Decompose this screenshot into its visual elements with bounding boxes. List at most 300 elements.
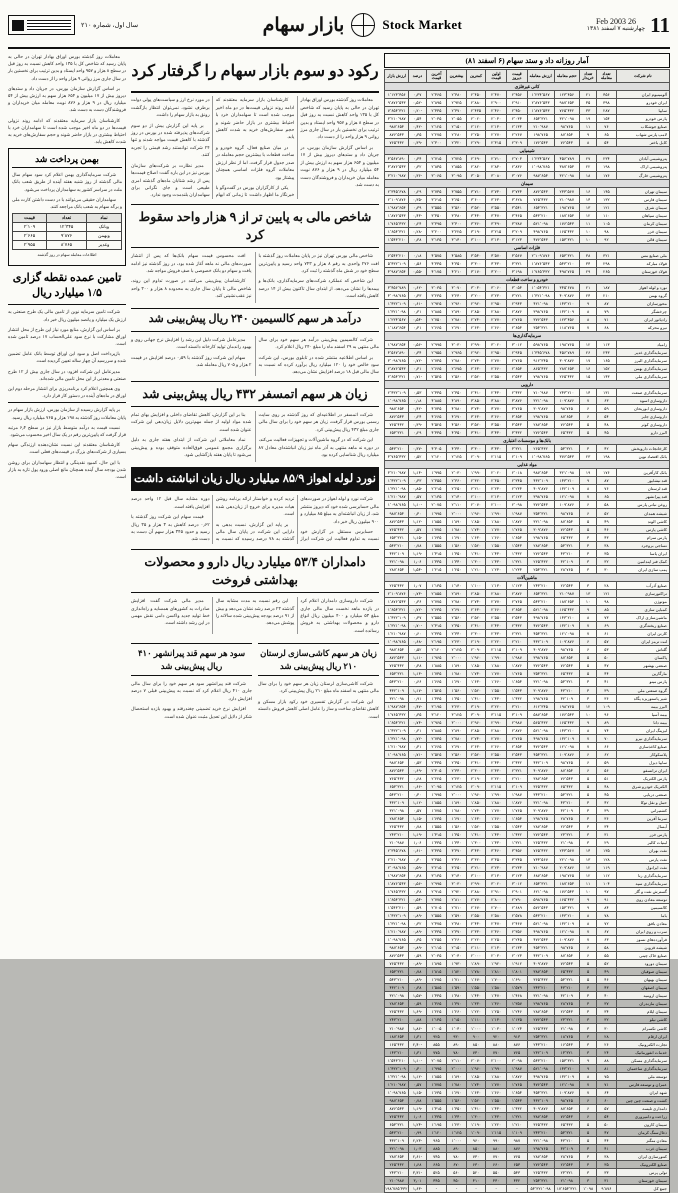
table-row[interactable] xyxy=(385,775,670,783)
cell-value: ۲۷۶٬۵۴۳ xyxy=(527,1161,554,1169)
cell-change: -۰٫۳۶ xyxy=(409,171,426,179)
cell-open: ۳٬۶۳۰ xyxy=(486,195,507,203)
cell-volume: ۲۸٬۷۶۵ xyxy=(554,815,580,823)
cell-open: ۵۵۰ xyxy=(486,1169,507,1177)
cell-open: ۱٬۷۷۰ xyxy=(486,807,507,815)
table-row[interactable] xyxy=(385,919,670,927)
table-row[interactable] xyxy=(385,750,670,758)
table-group-row xyxy=(385,276,670,284)
table-row[interactable] xyxy=(385,871,670,879)
cell-last: ۱٬۵۸۵ xyxy=(426,984,447,992)
cell-prev: ۱٬۸۷۶ xyxy=(507,1072,528,1080)
cell-buyers: ۱۶ xyxy=(580,187,597,195)
cell-change: -۰٫۸۹ xyxy=(409,976,426,984)
table-row[interactable] xyxy=(385,1137,670,1145)
table-row[interactable] xyxy=(385,139,670,147)
cell-open: ۳٬۱۳۰ xyxy=(486,871,507,879)
cell-volume: ۲۸۷٬۶۵۴ xyxy=(554,364,580,372)
cell-volume: ۲۸٬۷۶۵ xyxy=(554,1000,580,1008)
table-row[interactable] xyxy=(385,541,670,549)
table-row[interactable] xyxy=(385,1088,670,1096)
table-row[interactable] xyxy=(385,622,670,630)
cell-volume: ۷۶٬۵۴۳ xyxy=(554,960,580,968)
table-row[interactable] xyxy=(385,211,670,219)
cell-high: ۲٬۰۰۰ xyxy=(447,654,467,662)
table-row[interactable] xyxy=(385,831,670,839)
table-row[interactable] xyxy=(385,99,670,107)
table-row[interactable] xyxy=(385,316,670,324)
table-row[interactable] xyxy=(385,1113,670,1121)
cell-volume: ۱۷۶٬۵۴۳ xyxy=(554,710,580,718)
table-row[interactable] xyxy=(385,654,670,662)
cell-market-cap: ۲۸۷٬۶۵۴ xyxy=(385,815,409,823)
table-row[interactable] xyxy=(385,235,670,243)
cell-high: ۲٬۹۶۰ xyxy=(447,300,467,308)
table-row[interactable] xyxy=(385,292,670,300)
cell-last: ۱٬۱۲۰ xyxy=(426,1129,447,1137)
table-row[interactable] xyxy=(385,1048,670,1056)
cell-change: ۰٫۳۲ xyxy=(409,163,426,171)
table-row[interactable] xyxy=(385,783,670,791)
cell-high: ۳٬۲۲۵ xyxy=(447,227,467,235)
cell-trades: ۳۹ xyxy=(597,686,617,694)
table-row[interactable] xyxy=(385,171,670,179)
cell-market-cap: ۲۶۵٬۴۳۲ xyxy=(385,581,409,589)
cell-trades: ۶۳ xyxy=(597,396,617,404)
table-row[interactable] xyxy=(385,992,670,1000)
table-row[interactable] xyxy=(385,960,670,968)
table-row[interactable] xyxy=(385,1145,670,1153)
cell-change: -۰٫۶۹ xyxy=(409,766,426,774)
table-row[interactable] xyxy=(385,686,670,694)
cell-open: ۱٬۲۴۰ xyxy=(486,565,507,573)
table-row[interactable] xyxy=(385,1056,670,1064)
table-row[interactable] xyxy=(385,412,670,420)
cell-low: ۴٬۵۲۰ xyxy=(466,420,486,428)
cell-change: -۰٫۶۸ xyxy=(409,638,426,646)
table-row[interactable] xyxy=(385,123,670,131)
table-row[interactable] xyxy=(385,517,670,525)
cell-low: ۲٬۷۴۰ xyxy=(466,356,486,364)
table-row[interactable] xyxy=(385,372,670,380)
cell-trades: ۶۸ xyxy=(597,324,617,332)
cell-prev: ۱٬۶۵۴ xyxy=(507,678,528,686)
cell-high: ۳٬۲۴۰ xyxy=(447,292,467,300)
table-row[interactable] xyxy=(385,91,670,99)
cell-market-cap: ۱٬۷۶۵٬۴۳۲ xyxy=(385,887,409,895)
cell-prev: ۴۳۲ xyxy=(507,1177,528,1185)
cell-high: ۲٬۲۵۰ xyxy=(447,485,467,493)
cell-value: ۵۲۱٬۰۹۸ xyxy=(527,219,554,227)
cell-trades: ۴۵۶ xyxy=(597,91,617,99)
table-row[interactable] xyxy=(385,1185,670,1193)
table-row[interactable] xyxy=(385,1177,670,1185)
cell-prev: ۱٬۸۷۶ xyxy=(507,799,528,807)
table-row[interactable] xyxy=(385,606,670,614)
cell-open: ۲٬۴۴۰ xyxy=(486,758,507,766)
cell-name: سیمان کرمان xyxy=(616,219,669,227)
table-row[interactable] xyxy=(385,364,670,372)
cell-open: ۳٬۱۱۵ xyxy=(486,710,507,718)
table-row[interactable] xyxy=(385,839,670,847)
cell-name: بانک اقتصاد نوین xyxy=(616,453,669,461)
cell-low: ۳٬۰۳۰ xyxy=(466,284,486,292)
cell-open: ۲٬۸۸۰ xyxy=(486,589,507,597)
table-row[interactable] xyxy=(385,598,670,606)
table-row[interactable] xyxy=(385,1096,670,1104)
cell-volume: ۲۱۰٬۹۸۷ xyxy=(554,589,580,597)
table-row[interactable] xyxy=(385,396,670,404)
table-row[interactable] xyxy=(385,260,670,268)
table-row[interactable] xyxy=(385,1161,670,1169)
table-row[interactable] xyxy=(385,1129,670,1137)
cell-last: ۱٬۹۶۵ xyxy=(426,654,447,662)
cell-market-cap: ۲٬۱۰۹٬۸۷۶ xyxy=(385,589,409,597)
cell-last: ۱٬۴۴۵ xyxy=(426,694,447,702)
cell-value: ۲۷۶٬۵۴۳ xyxy=(527,549,554,557)
cell-prev: ۱٬۹۱۲ xyxy=(507,960,528,968)
table-row[interactable] xyxy=(385,581,670,589)
cell-value: ۵۲۱٬۰۹۸ xyxy=(527,919,554,927)
table-row[interactable] xyxy=(385,1104,670,1112)
table-row[interactable] xyxy=(385,549,670,557)
cell-buyers: ۷ xyxy=(580,1080,597,1088)
cell-last: ۲٬۹۲۵ xyxy=(426,300,447,308)
cell-last: ۲٬۳۳۵ xyxy=(426,630,447,638)
lead-paragraph: معاملات روز گذشته بورس اوراق بهادار تهران در حالی به پایان رسید که شاخص کل با ۱۳۵ واحد کاهش نسبت به روز قبل در سطح ۸ هزار و ۹۵۷ واحد ایستاد و بدین ترتیب برای نخستین بار در سال جاری مرز روانی ۹ هزار واحد را از دست داد. xyxy=(300,97,379,140)
table-row[interactable] xyxy=(385,589,670,597)
cell-low: ۲٬۶۹۰ xyxy=(466,155,486,163)
table-row[interactable] xyxy=(385,340,670,348)
table-row[interactable] xyxy=(385,895,670,903)
table-row[interactable] xyxy=(385,227,670,235)
cell-high: ۱٬۵۶۰ xyxy=(447,1096,467,1104)
cell-low: ۲٬۶۳۰ xyxy=(466,606,486,614)
table-row[interactable] xyxy=(385,565,670,573)
table-row[interactable] xyxy=(385,195,670,203)
cell-high: ۱٬۸۹۰ xyxy=(447,799,467,807)
table-row[interactable] xyxy=(385,1032,670,1040)
table-row[interactable] xyxy=(385,935,670,943)
table-row[interactable] xyxy=(385,533,670,541)
second-headline: شاخص مالی به پایین تر از ۹ هزار واحد سقوط کرد xyxy=(131,204,379,248)
cell-open: ۴٬۶۶۰ xyxy=(486,412,507,420)
table-row[interactable] xyxy=(385,155,670,163)
cell-prev: ۳٬۴۵۶ xyxy=(507,847,528,855)
cell-market-cap: ۱٬۳۲۱٬۰۹۸ xyxy=(385,734,409,742)
cell-open: ۲٬۳۱۵ xyxy=(486,139,507,147)
table-row[interactable] xyxy=(385,268,670,276)
table-row[interactable] xyxy=(385,887,670,895)
table-row[interactable] xyxy=(385,115,670,123)
cell-last: ۲٬۷۴۵ xyxy=(426,734,447,742)
table-row[interactable] xyxy=(385,694,670,702)
table-row[interactable] xyxy=(385,348,670,356)
table-row[interactable] xyxy=(385,501,670,509)
cell-open: ۲٬۳۳۰ xyxy=(486,766,507,774)
cell-high: ۳٬۱۴۰ xyxy=(447,235,467,243)
cell-buyers: ۶ xyxy=(580,750,597,758)
cell-market-cap: ۱٬۰۹۸٬۷۶۵ xyxy=(385,501,409,509)
table-row[interactable] xyxy=(385,976,670,984)
cell-market-cap: ۱٬۱۲۳٬۴۵۶ xyxy=(385,91,409,99)
table-row[interactable] xyxy=(385,1121,670,1129)
table-row[interactable] xyxy=(385,807,670,815)
cell-low: ۱٬۶۳۰ xyxy=(466,815,486,823)
cell-trades: ۲۸ xyxy=(597,581,617,589)
table-row[interactable] xyxy=(385,1024,670,1032)
cell-name: داروسازی جابر xyxy=(616,412,669,420)
cell-buyers: ۱۲ xyxy=(580,863,597,871)
cell-prev: ۴٬۴۳۲ xyxy=(507,429,528,437)
cell-high: ۱٬۲۶۰ xyxy=(447,1008,467,1016)
cell-market-cap: ۴۳۲٬۱۰۹ xyxy=(385,549,409,557)
cell-low: ۱٬۶۳۰ xyxy=(466,678,486,686)
table-row[interactable] xyxy=(385,557,670,565)
cell-prev: ۲٬۳۴۵ xyxy=(507,477,528,485)
table-row[interactable] xyxy=(385,758,670,766)
cell-buyers: ۴ xyxy=(580,678,597,686)
table-row[interactable] xyxy=(385,1016,670,1024)
table-row[interactable] xyxy=(385,646,670,654)
cell-low: ۱٬۴۱۰ xyxy=(466,1104,486,1112)
cell-market-cap: ۱٬۳۲۱٬۰۹۸ xyxy=(385,622,409,630)
table-row[interactable] xyxy=(385,638,670,646)
cell-value: ۲۶۵٬۴۳۲ xyxy=(527,557,554,565)
side-low-body xyxy=(8,406,126,480)
cell-value: ۹۱۲٬۳۴۵ xyxy=(527,356,554,364)
cell-value: ۵۴۳٬۲۱۰ xyxy=(527,211,554,219)
cell-prev: ۴٬۳۲۱ xyxy=(507,445,528,453)
cell-name: سیمان غرب xyxy=(616,1145,669,1153)
cell-high: ۲٬۳۴۰ xyxy=(447,766,467,774)
cell-name: نورد و لوله اهواز xyxy=(616,284,669,292)
table-row[interactable] xyxy=(385,847,670,855)
cell-prev: ۱٬۸۰۱ xyxy=(507,968,528,976)
table-row[interactable] xyxy=(385,300,670,308)
cell-volume: ۱۳۲٬۱۰۹ xyxy=(554,919,580,927)
cell-open: ۲٬۲۴۰ xyxy=(486,485,507,493)
cell-open: ۱٬۶۶۰ xyxy=(486,1088,507,1096)
cell-high: ۱٬۵۹۰ xyxy=(447,984,467,992)
table-row[interactable] xyxy=(385,107,670,115)
cell-market-cap: ۴۳۲٬۱۰۹ xyxy=(385,799,409,807)
table-row[interactable] xyxy=(385,702,670,710)
cell-value: ۲۷۶٬۵۴۳ xyxy=(527,1016,554,1024)
cell-value: ۶۵۴٬۳۲۱ xyxy=(527,589,554,597)
table-row[interactable] xyxy=(385,710,670,718)
table-row[interactable] xyxy=(385,469,670,477)
table-row[interactable] xyxy=(385,420,670,428)
cell-name: چرخشگر xyxy=(616,308,669,316)
cell-trades: ۲۳۴ xyxy=(597,155,617,163)
cell-trades: ۶۲ xyxy=(597,750,617,758)
table-row[interactable] xyxy=(385,429,670,437)
cell-prev: ۲٬۶۵۴ xyxy=(507,742,528,750)
cell-low: ۱٬۵۵۰ xyxy=(466,984,486,992)
cell-value: ۲۸۷٬۶۵۴ xyxy=(527,1008,554,1016)
cell-buyers: ۳ xyxy=(580,1169,597,1177)
table-row[interactable] xyxy=(385,678,670,686)
cell-name: سرما آفرین xyxy=(616,815,669,823)
cell-high: ۴٬۵۶۰ xyxy=(447,420,467,428)
table-row[interactable] xyxy=(385,766,670,774)
cell-last: ۶۶۵ xyxy=(426,1161,447,1169)
cell-change: -۰٫۵۶ xyxy=(409,340,426,348)
table-row[interactable] xyxy=(385,308,670,316)
table-row[interactable] xyxy=(385,1072,670,1080)
table-row[interactable] xyxy=(385,453,670,461)
table-row[interactable] xyxy=(385,879,670,887)
table-row[interactable] xyxy=(385,614,670,622)
cell-market-cap: ۱٬۲۱۰٬۹۸۷ xyxy=(385,630,409,638)
side-mini-row xyxy=(13,241,122,250)
cell-buyers: ۵ xyxy=(580,429,597,437)
cell-buyers: ۱۶ xyxy=(580,364,597,372)
cell-buyers: ۳۳ xyxy=(580,107,597,115)
cell-trades: ۹۶ xyxy=(597,710,617,718)
cell-open: ۳٬۷۴۰ xyxy=(486,187,507,195)
cell-name: کاشی نیلو xyxy=(616,1016,669,1024)
table-row[interactable] xyxy=(385,219,670,227)
table-row[interactable] xyxy=(385,718,670,726)
table-row[interactable] xyxy=(385,131,670,139)
table-row[interactable] xyxy=(385,1040,670,1048)
cell-volume: ۱۲۱٬۰۹۸ xyxy=(554,742,580,750)
table-row[interactable] xyxy=(385,485,670,493)
table-row[interactable] xyxy=(385,493,670,501)
cell-change: -۰٫۸۹ xyxy=(409,911,426,919)
table-row[interactable] xyxy=(385,944,670,952)
cell-last: ۲٬۸۸۵ xyxy=(426,726,447,734)
cell-change: -۰٫۵۶ xyxy=(409,879,426,887)
cell-open: ۱٬۶۶۰ xyxy=(486,533,507,541)
cell-last: ۱٬۷۷۵ xyxy=(426,1080,447,1088)
cell-prev: ۴٬۷۶۵ xyxy=(507,404,528,412)
table-row[interactable] xyxy=(385,903,670,911)
cell-name: سیمان خزر xyxy=(616,227,669,235)
table-row[interactable] xyxy=(385,863,670,871)
table-row[interactable] xyxy=(385,911,670,919)
cell-last: ۲٬۴۷۵ xyxy=(426,919,447,927)
table-row[interactable] xyxy=(385,855,670,863)
cell-trades: ۷۸ xyxy=(597,911,617,919)
cell-low: ۲٬۰۹۰ xyxy=(466,646,486,654)
cell-trades: ۳۵ xyxy=(597,1161,617,1169)
cell-volume: ۴۳٬۲۱۰ xyxy=(554,686,580,694)
table-row[interactable] xyxy=(385,630,670,638)
side-low-paragraph: کارشناسان معتقدند این نسبت نشان‌دهنده ارزندگی سهام بسیاری از شرکت‌های بزرگ در قیمت‌های فعلی است. xyxy=(8,442,126,455)
cell-last: ۱٬۳۶۵ xyxy=(426,1000,447,1008)
cell-market-cap: ۱٬۹۸۷٬۶۵۴ xyxy=(385,871,409,879)
table-row[interactable] xyxy=(385,203,670,211)
table-row[interactable] xyxy=(385,356,670,364)
cell-prev: ۳٬۲۳۴ xyxy=(507,863,528,871)
cell-prev: ۲٬۴۵۰ xyxy=(507,107,528,115)
table-row[interactable] xyxy=(385,1169,670,1177)
table-row[interactable] xyxy=(385,1080,670,1088)
cell-market-cap: ۴٬۵۶۷٬۸۹۰ xyxy=(385,348,409,356)
cell-change: ۰٫۵۲ xyxy=(409,453,426,461)
table-row[interactable] xyxy=(385,726,670,734)
table-row[interactable] xyxy=(385,477,670,485)
cell-change: -۰٫۷۳ xyxy=(409,589,426,597)
cell-low: ۴٬۶۳۰ xyxy=(466,412,486,420)
cell-change: -۰٫۴۲ xyxy=(409,404,426,412)
table-row[interactable] xyxy=(385,823,670,831)
cell-last: ۱٬۶۶۵ xyxy=(426,678,447,686)
table-row[interactable] xyxy=(385,1153,670,1161)
side-mini-thead xyxy=(13,214,122,223)
cell-trades: ۷۰ xyxy=(597,734,617,742)
table-row[interactable] xyxy=(385,445,670,453)
table-row[interactable] xyxy=(385,815,670,823)
cell-change: -۳٫۳۱ xyxy=(409,1169,426,1177)
table-row[interactable] xyxy=(385,187,670,195)
table-row[interactable] xyxy=(385,742,670,750)
cell-trades: ۳۳ xyxy=(597,1169,617,1177)
table-row[interactable] xyxy=(385,670,670,678)
cell-value: ۴۰۹٬۸۷۶ xyxy=(527,766,554,774)
cell-volume: ۷۶٬۵۴۳ xyxy=(554,139,580,147)
cell-open: ۳٬۳۹۰ xyxy=(486,219,507,227)
cell-buyers: ۱۸ xyxy=(580,171,597,179)
cell-name: داروسازی اسوه xyxy=(616,396,669,404)
table-row[interactable] xyxy=(385,284,670,292)
cell-volume: ۲۶۵٬۴۳۲ xyxy=(554,372,580,380)
cell-high: ۲٬۷۸۰ xyxy=(447,734,467,742)
table-row[interactable] xyxy=(385,388,670,396)
cell-low: ۳٬۱۰۰ xyxy=(466,235,486,243)
table-row[interactable] xyxy=(385,791,670,799)
cell-last: ۳٬۳۹۵ xyxy=(426,219,447,227)
cell-change: ۰٫۴۳ xyxy=(409,477,426,485)
cell-trades: ۷۹ xyxy=(597,308,617,316)
cell-value: ۷۳۴٬۵۶۷ xyxy=(527,855,554,863)
table-row[interactable] xyxy=(385,799,670,807)
cell-low: ۲٬۴۳۵ xyxy=(466,107,486,115)
cell-buyers: ۴ xyxy=(580,1161,597,1169)
cell-volume: ۱۲۳٬۴۵۶ xyxy=(554,316,580,324)
table-row[interactable] xyxy=(385,324,670,332)
cell-high: ۱٬۴۵۰ xyxy=(447,549,467,557)
table-row[interactable] xyxy=(385,163,670,171)
table-row[interactable] xyxy=(385,525,670,533)
table-row[interactable] xyxy=(385,734,670,742)
cell-volume: ۲۱٬۰۹۸ xyxy=(554,839,580,847)
table-row[interactable] xyxy=(385,927,670,935)
table-row[interactable] xyxy=(385,984,670,992)
table-row[interactable] xyxy=(385,1008,670,1016)
cell-market-cap: ۱۴۳٬۲۱۰ xyxy=(385,1048,409,1056)
table-row[interactable] xyxy=(385,509,670,517)
cell-open: ۲٬۱۰۰ xyxy=(486,501,507,509)
cell-open: ۳٬۰۸۰ xyxy=(486,171,507,179)
cell-value: ۴۷۶٬۵۴۳ xyxy=(527,935,554,943)
table-row[interactable] xyxy=(385,968,670,976)
table-row[interactable] xyxy=(385,404,670,412)
table-row[interactable] xyxy=(385,251,670,259)
cell-trades: ۴۷ xyxy=(597,662,617,670)
table-row[interactable] xyxy=(385,1000,670,1008)
table-row[interactable] xyxy=(385,952,670,960)
cell-last: ۱٬۷۷۵ xyxy=(426,807,447,815)
table-row[interactable] xyxy=(385,1064,670,1072)
table-row[interactable] xyxy=(385,662,670,670)
side-top-box xyxy=(8,148,126,265)
cell-change: -۱٫۱۲ xyxy=(409,1072,426,1080)
cell-last: ۱٬۹۹۵ xyxy=(426,469,447,477)
